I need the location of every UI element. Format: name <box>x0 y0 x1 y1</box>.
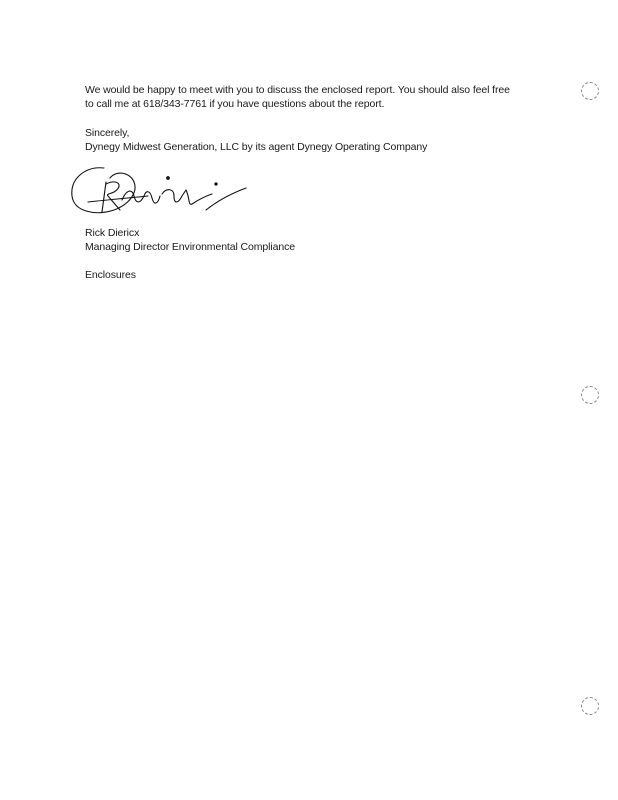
body-paragraph-line-1: We would be happy to meet with you to discuss the enclosed report. You should also feel free <box>85 84 510 96</box>
punch-hole-top <box>581 82 599 100</box>
body-paragraph-line-2: to call me at 618/343-7761 if you have questions about the report. <box>85 98 385 110</box>
signer-title: Managing Director Environmental Compliance <box>85 241 295 253</box>
punch-hole-middle <box>581 386 599 404</box>
closing-salutation: Sincerely, <box>85 127 130 139</box>
company-line: Dynegy Midwest Generation, LLC by its agent Dynegy Operating Company <box>85 141 428 153</box>
signer-name: Rick Diericx <box>85 227 140 239</box>
enclosures-line: Enclosures <box>85 269 136 281</box>
punch-hole-bottom <box>581 697 599 715</box>
handwritten-signature <box>66 160 251 220</box>
